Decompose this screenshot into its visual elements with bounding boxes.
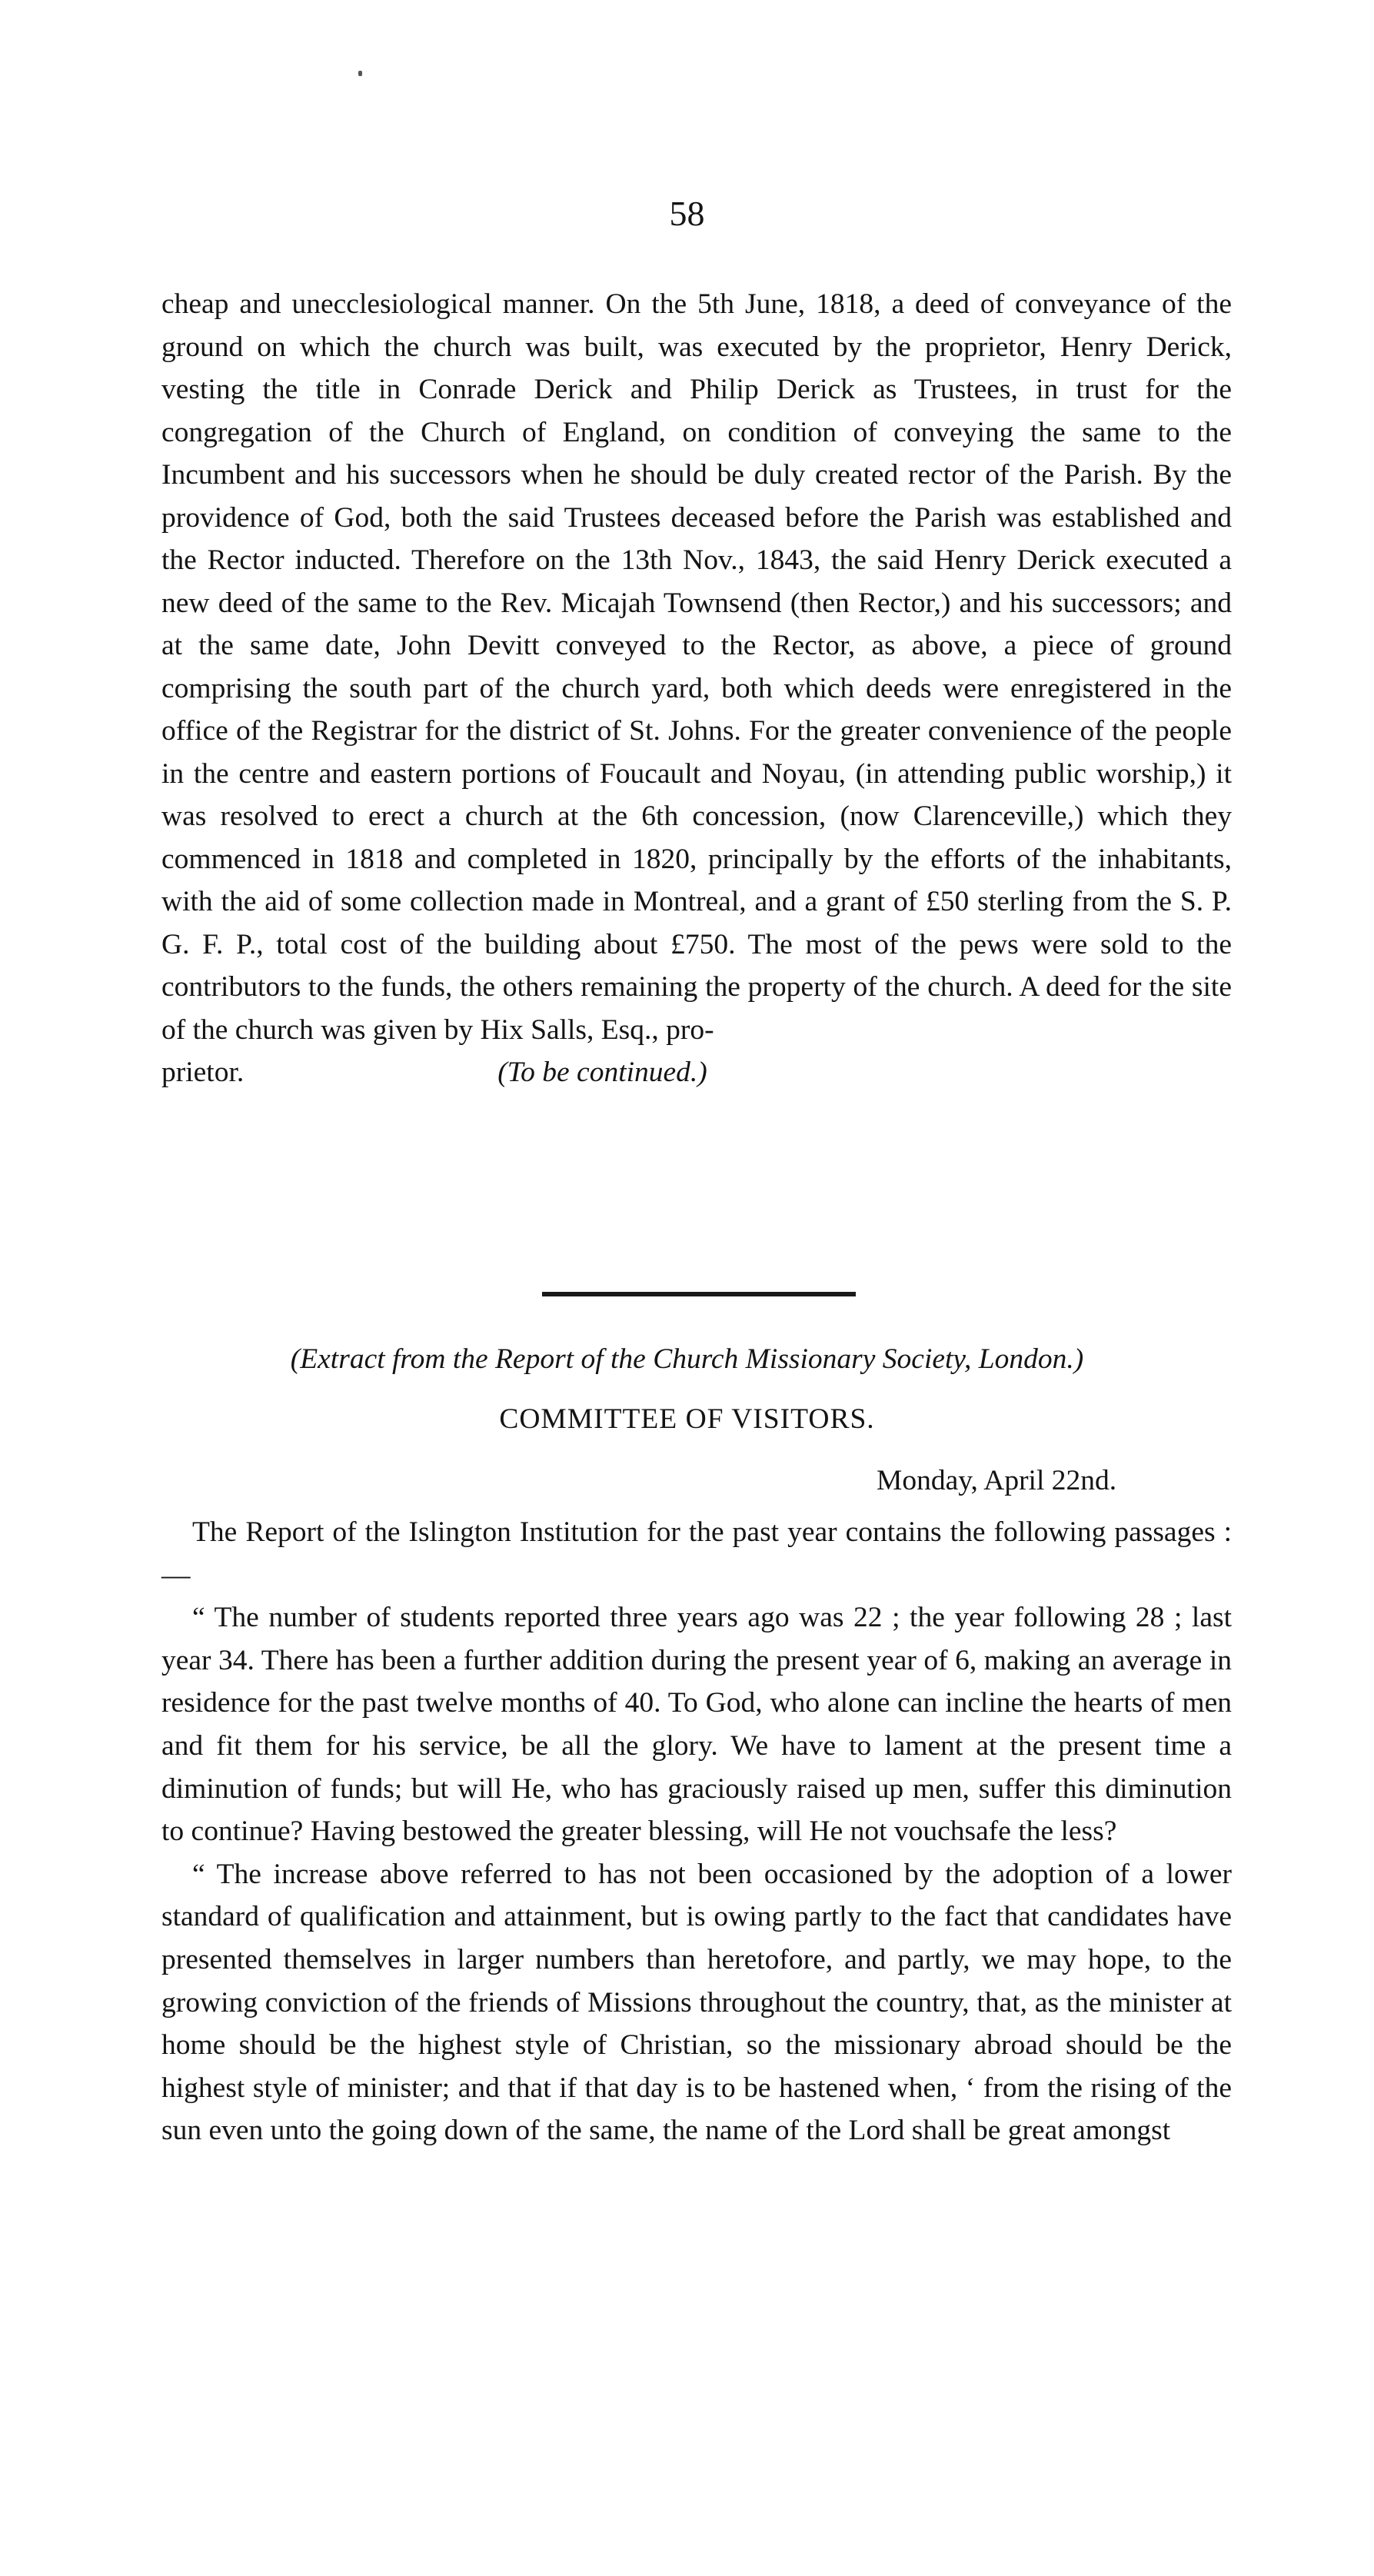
report-intro-paragraph: The Report of the Islington Institution for the past year contains the following passages :— bbox=[161, 1516, 1232, 1591]
date-line: Monday, April 22nd. bbox=[877, 1465, 1117, 1496]
page-number: 58 bbox=[669, 194, 705, 233]
section-title: COMMITTEE OF VISITORS. bbox=[499, 1403, 875, 1435]
report-quote-paragraph-1: “ The number of students reported three years ago was 22 ; the year following 28 ; last year 34. There has been a further addition during the present year of 6, making an average in residence for the past twelve months of 40. To God, who alone can incline the hearts of men and fit them for his service, be all the glory. We have to lament at the present time a diminution of funds; but will He, who has graciously raised up men, suffer this diminution to continue? Having bestowed the greater blessing, will He not vouchsafe the less? bbox=[161, 1602, 1232, 1848]
article-last-word: prietor. bbox=[161, 1057, 245, 1088]
report-quote-paragraph-2: “ The increase above referred to has not been occasioned by the adoption of a lower standard of qualification and attainment, but is owing partly to the fact that candidates have presented themselves in larger numbers than heretofore, and partly, we may hope, to the growing conviction of the friends of Missions throughout the country, that, as the minister at home should be the highest style of Christian, so the missionary abroad should be the highest style of minister; and that if that day is to be hastened when, ‘ from the rising of the sun even unto the going down of the same, the name of the Lord shall be great amongst bbox=[161, 1858, 1232, 2147]
section-divider-rule bbox=[542, 1292, 856, 1296]
report-body bbox=[161, 1511, 1232, 2152]
article-continuation bbox=[161, 283, 1232, 1094]
extract-heading: (Extract from the Report of the Church Missionary Society, London.) bbox=[290, 1343, 1084, 1375]
article-last-line bbox=[161, 1051, 1232, 1094]
article-paragraph: cheap and unecclesiological manner. On the 5th June, 1818, a deed of conveyance of the ground on which the church was built, was executed by the proprietor, Henry Derick, vesting the title in Conrade Derick and Philip Derick as Trustees, in trust for the congregation of the Church of England, on condition of conveying the same to the Incumbent and his successors when he should be duly created rector of the Parish. By the providence of God, both the said Trustees deceased before the Parish was established and the Rector inducted. Therefore on the 13th Nov., 1843, the said Henry Derick executed a new deed of the same to the Rev. Micajah Townsend (then Rector,) and his successors; and at the same date, John Devitt conveyed to the Rector, as above, a piece of ground comprising the south part of the church yard, both which deeds were enregistered in the office of the Registrar for the district of St. Johns. For the greater convenience of the people in the centre and eastern portions of Foucault and Noyau, (in attending public worship,) it was resolved to erect a church at the 6th concession, (now Clarenceville,) which they commenced in 1818 and completed in 1820, principally by the efforts of the inhabitants, with the aid of some collection made in Montreal, and a grant of £50 sterling from the S. P. G. F. P., total cost of the building about £750. The most of the pews were sold to the contributors to the funds, the others remaining the property of the church. A deed for the site of the church was given by Hix Salls, Esq., pro- bbox=[161, 288, 1232, 1046]
print-speck bbox=[358, 71, 362, 76]
to-be-continued-note: (To be continued.) bbox=[497, 1057, 707, 1088]
